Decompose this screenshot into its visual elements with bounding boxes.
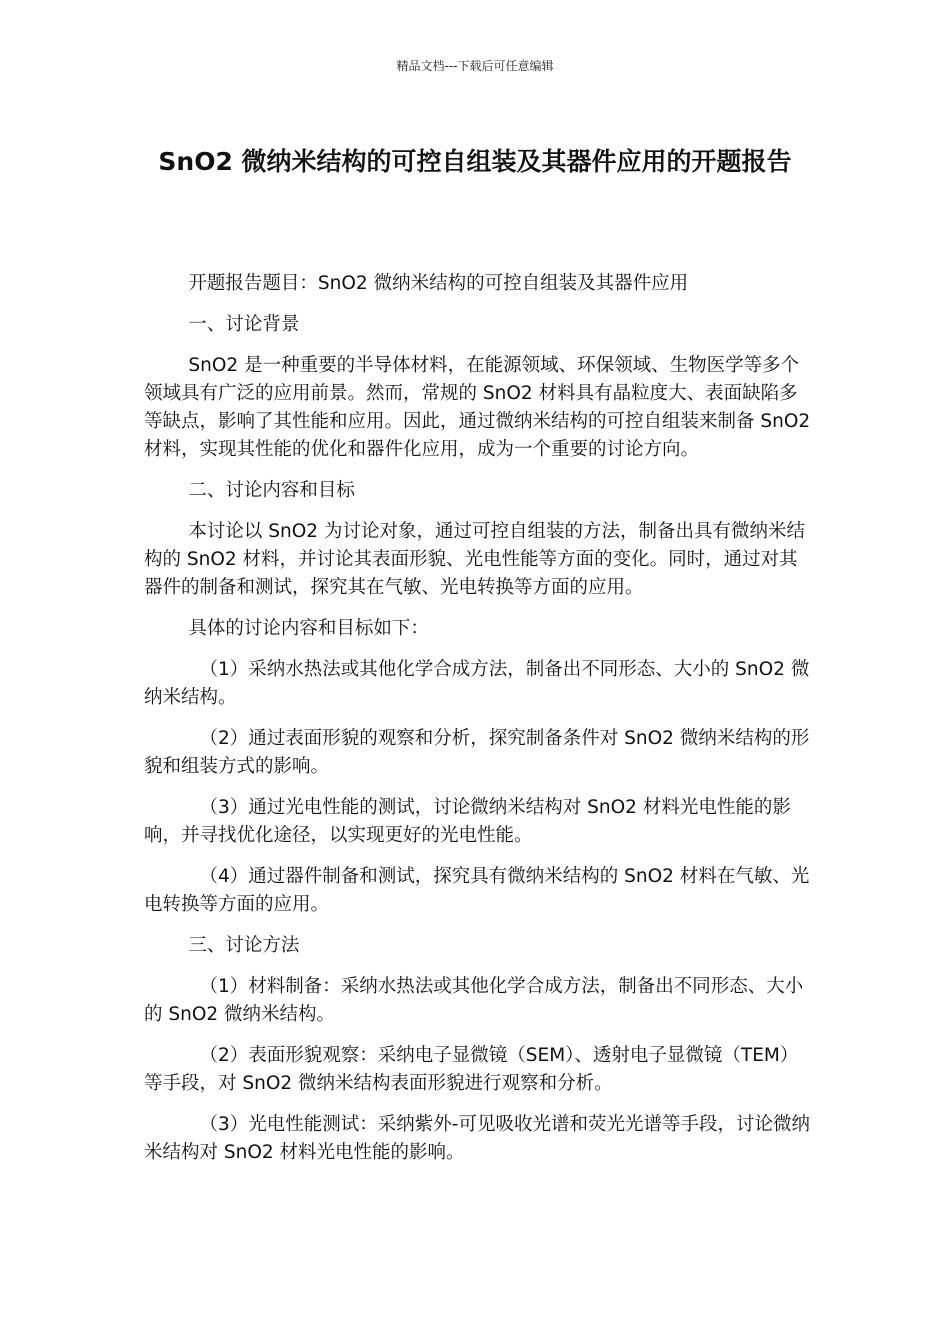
document-body xyxy=(144,270,812,1180)
report-topic: 开题报告题目：SnO2 微纳米结构的可控自组装及其器件应用 xyxy=(188,273,689,294)
goals-intro: 具体的讨论内容和目标如下： xyxy=(188,618,429,639)
method-item-1: （1）材料制备：采纳水热法或其他化学合成方法，制备出不同形态、大小的 SnO2 微纳米结构。 xyxy=(144,976,804,1025)
background-paragraph: SnO2 是一种重要的半导体材料，在能源领域、环保领域、生物医学等多个领域具有广泛的应用前景。然而，常规的 SnO2 材料具有晶粒度大、表面缺陷多等缺点，影响了其性能和应用。因此，通过微纳米结构的可控自组装来制备 SnO2 材料，实现其性能的优化和器件化应用，成为一个重要的讨论方向。 xyxy=(144,355,811,460)
goal-item-2: （2）通过表面形貌的观察和分析，探究制备条件对 SnO2 微纳米结构的形貌和组装方式的影响。 xyxy=(144,728,810,777)
goal-item-1: （1）采纳水热法或其他化学合成方法，制备出不同形态、大小的 SnO2 微纳米结构。 xyxy=(144,659,810,708)
content-paragraph: 本讨论以 SnO2 为讨论对象，通过可控自组装的方法，制备出具有微纳米结构的 SnO2 材料，并讨论其表面形貌、光电性能等方面的变化。同时，通过对其器件的制备和测试，探究其在气敏、光电转换等方面的应用。 xyxy=(144,521,805,598)
goal-item-4: （4）通过器件制备和测试，探究具有微纳米结构的 SnO2 材料在气敏、光电转换等方面的应用。 xyxy=(144,866,810,915)
header-note: 精品文档---下载后可任意编辑 xyxy=(396,59,554,73)
document-title: SnO2 微纳米结构的可控自组装及其器件应用的开题报告 xyxy=(158,147,792,176)
method-item-3: （3）光电性能测试：采纳紫外-可见吸收光谱和荧光光谱等手段，讨论微纳米结构对 SnO2 材料光电性能的影响。 xyxy=(144,1114,810,1163)
method-item-2: （2）表面形貌观察：采纳电子显微镜（SEM）、透射电子显微镜（TEM）等手段，对 SnO2 微纳米结构表面形貌进行观察和分析。 xyxy=(144,1045,799,1094)
section-heading-background: 一、讨论背景 xyxy=(188,314,300,335)
section-heading-content-goals: 二、讨论内容和目标 xyxy=(188,480,355,501)
goal-item-3: （3）通过光电性能的测试，讨论微纳米结构对 SnO2 材料光电性能的影响，并寻找优化途径，以实现更好的光电性能。 xyxy=(144,797,791,846)
section-heading-methods: 三、讨论方法 xyxy=(188,935,300,956)
